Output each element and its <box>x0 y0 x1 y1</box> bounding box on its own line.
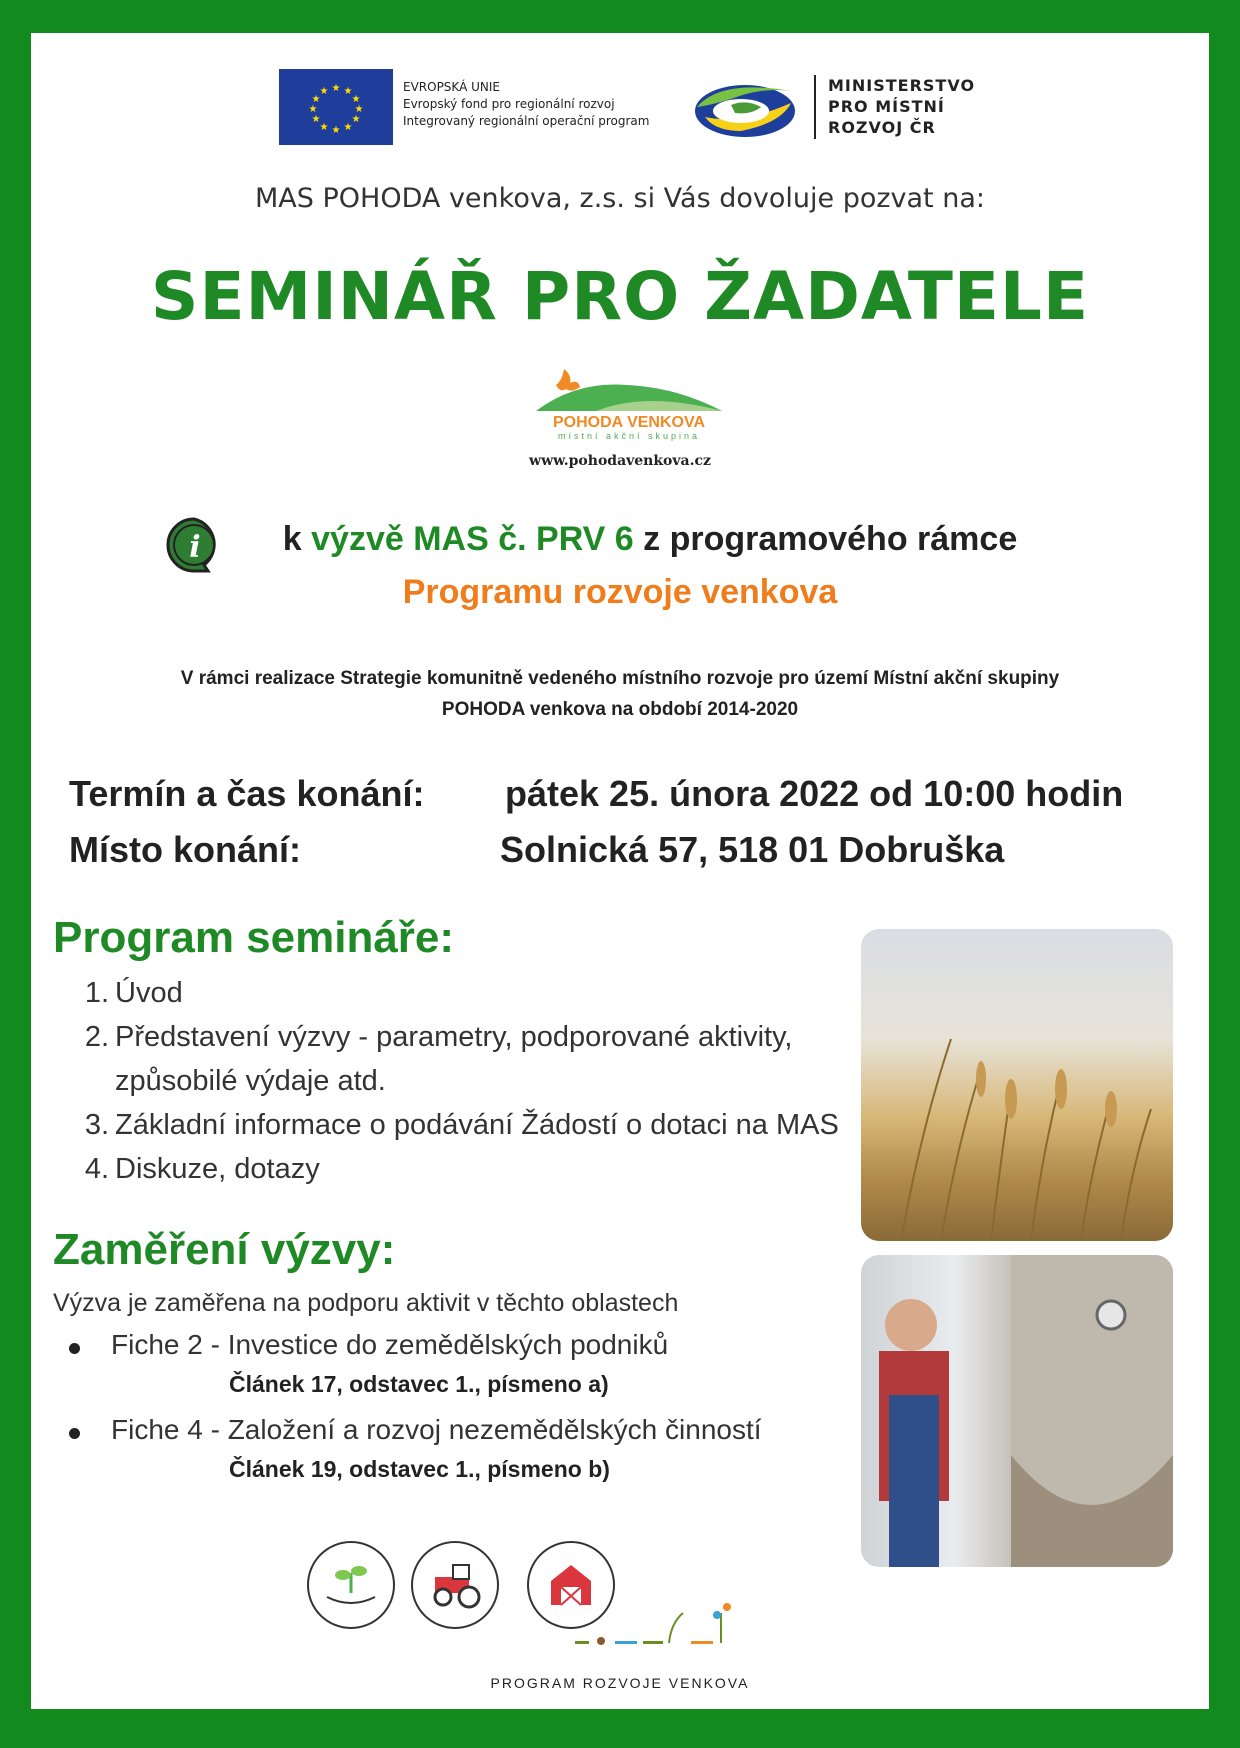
svg-text:★: ★ <box>311 114 321 125</box>
ministry-name <box>828 75 975 138</box>
item-number: 4. <box>84 1153 109 1185</box>
item-number: 3. <box>84 1109 109 1141</box>
eu-line: Integrovaný regionální operační program <box>403 114 650 128</box>
svg-text:★: ★ <box>319 86 329 97</box>
eu-flag-logo <box>279 69 393 145</box>
svg-text:★: ★ <box>343 122 353 133</box>
brewery-worker-photo <box>861 1255 1173 1567</box>
focus-heading: Zaměření výzvy: <box>53 1225 396 1274</box>
svg-text:★: ★ <box>319 122 329 133</box>
list-item <box>79 1103 899 1147</box>
date-label: Termín a čas konání: <box>69 773 425 814</box>
ministry-line: ROZVOJ ČR <box>828 118 936 137</box>
strategy-text <box>71 663 1169 725</box>
item-text: Úvod <box>115 977 183 1009</box>
logo-tagline: místní akční skupina <box>557 431 701 441</box>
pohoda-venkova-logo <box>536 365 722 443</box>
svg-text:★: ★ <box>351 94 361 105</box>
plant-in-hand-icon <box>307 1541 395 1629</box>
website-link[interactable]: www.pohodavenkova.cz <box>529 453 711 469</box>
item-number: 1. <box>84 977 109 1009</box>
bullet-icon <box>69 1428 80 1439</box>
svg-text:i: i <box>189 530 201 565</box>
ministry-line: PRO MÍSTNÍ <box>828 97 945 116</box>
call-prefix: k <box>282 520 312 558</box>
ministry-line: MINISTERSTVO <box>828 76 976 95</box>
fiche-article: Článek 17, odstavec 1., písmeno a) <box>229 1371 609 1397</box>
bullet-icon <box>69 1343 80 1354</box>
fiche-article: Článek 19, odstavec 1., písmeno b) <box>229 1456 610 1482</box>
date-value: pátek 25. února 2022 od 10:00 hodin <box>505 773 1124 814</box>
prv-logo <box>571 1593 761 1653</box>
svg-text:★: ★ <box>354 104 364 115</box>
invitation-text: MAS POHODA venkova, z.s. si Vás dovoluje pozvat na: <box>255 183 985 214</box>
item-number: 2. <box>84 1021 109 1053</box>
svg-text:★: ★ <box>331 125 341 136</box>
item-text: Představení výzvy - parametry, podporované aktivity, <box>115 1021 793 1053</box>
svg-text:★: ★ <box>343 86 353 97</box>
logo-name: POHODA VENKOVA <box>552 414 706 431</box>
fiche-text: Fiche 2 - Investice do zemědělských podniků <box>111 1329 669 1360</box>
eu-line: EVROPSKÁ UNIE <box>403 80 500 94</box>
list-item <box>79 971 899 1015</box>
svg-text:★: ★ <box>351 114 361 125</box>
footer-text: PROGRAM ROZVOJE VENKOVA <box>490 1675 750 1691</box>
list-item <box>79 1015 899 1103</box>
tractor-icon <box>411 1541 499 1629</box>
strategy-line: POHODA venkova na období 2014-2020 <box>441 699 799 720</box>
program-heading: Program semináře: <box>53 913 455 962</box>
focus-intro: Výzva je zaměřena na podporu aktivit v těchto oblastech <box>53 1289 679 1317</box>
svg-text:★: ★ <box>311 94 321 105</box>
item-text: Diskuze, dotazy <box>115 1153 320 1185</box>
call-suffix: z programového rámce <box>633 520 1018 558</box>
wheat-field-photo <box>861 929 1173 1241</box>
call-highlight: výzvě MAS č. PRV 6 <box>311 520 634 558</box>
svg-text:★: ★ <box>308 104 318 115</box>
call-subtitle: Programu rozvoje venkova <box>402 573 838 611</box>
eu-line: Evropský fond pro regionální rozvoj <box>403 97 615 111</box>
list-item <box>79 1147 899 1191</box>
svg-text:★: ★ <box>331 83 341 94</box>
call-line <box>31 520 1209 559</box>
ministry-logo <box>691 73 799 143</box>
item-text: Základní informace o podávání Žádostí o dotaci na MAS <box>115 1109 839 1141</box>
program-list <box>79 971 899 1191</box>
page-title: SEMINÁŘ PRO ŽADATELE <box>150 258 1090 335</box>
logo-divider <box>814 75 816 139</box>
venue-value: Solnická 57, 518 01 Dobruška <box>500 829 1005 870</box>
eu-caption <box>403 79 649 130</box>
strategy-line: V rámci realizace Strategie komunitně vedeného místního rozvoje pro území Místní akční skupiny <box>180 668 1060 689</box>
poster <box>31 33 1209 1709</box>
fiche-text: Fiche 4 - Založení a rozvoj nezemědělských činností <box>111 1414 762 1445</box>
item-text: způsobilé výdaje atd. <box>115 1065 386 1097</box>
venue-label: Místo konání: <box>69 829 301 870</box>
